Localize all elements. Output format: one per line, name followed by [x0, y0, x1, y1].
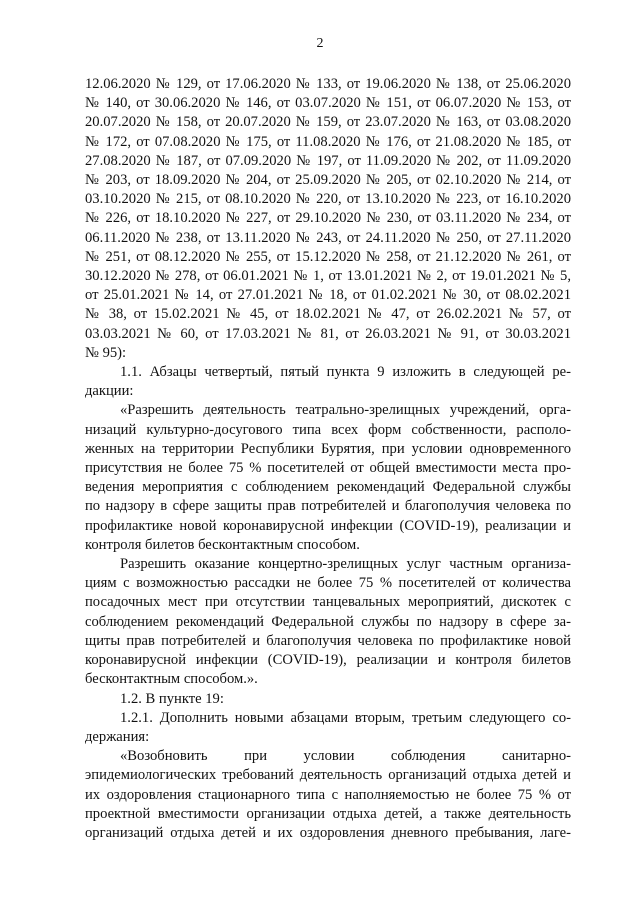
text-line: «Возобновить при условии соблюдения санитарно-	[120, 748, 571, 765]
text-line: коронавирусной инфекции (COVID-19), реализации и контроля билетов	[85, 652, 571, 669]
text-line: 03.03.2021 № 60, от 17.03.2021 № 81, от 26.03.2021 № 91, от 30.03.2021	[85, 325, 571, 342]
text-line: № 38, от 15.02.2021 № 45, от 18.02.2021 № 47, от 26.02.2021 № 57, от	[85, 306, 571, 323]
text-line: 1.1. Абзацы четвертый, пятый пункта 9 изложить в следующей ре-	[120, 364, 571, 381]
text-line: циям с возможностью рассадки не более 75 % посетителей от количества	[85, 575, 571, 592]
text-line: эпидемиологических требований деятельность организаций отдыха детей и	[85, 767, 571, 784]
text-line: посадочных мест при отсутствии танцевальных мероприятий, дискотек с	[85, 594, 571, 611]
text-line: № 95):	[85, 344, 127, 361]
text-line: держания:	[85, 728, 150, 745]
text-line: 03.10.2020 № 215, от 08.10.2020 № 220, от 13.10.2020 № 223, от 16.10.2020	[85, 191, 571, 208]
text-line: 20.07.2020 № 158, от 20.07.2020 № 159, от 23.07.2020 № 163, от 03.08.2020	[85, 114, 571, 131]
text-line: присутствия не более 75 % посетителей от общей вместимости места про-	[85, 460, 571, 477]
text-line: «Разрешить деятельность театрально-зрелищных учреждений, орга-	[120, 402, 571, 419]
text-line: профилактике новой коронавирусной инфекции (COVID-19), реализации и	[85, 517, 571, 534]
text-line: щиты прав потребителей и благополучия человека по профилактике новой	[85, 632, 571, 649]
text-line: № 203, от 18.09.2020 № 204, от 25.09.2020 № 205, от 02.10.2020 № 214, от	[85, 172, 571, 189]
document-body	[85, 75, 571, 843]
text-line: 1.2. В пункте 19:	[120, 690, 224, 707]
text-line: Разрешить оказание концертно-зрелищных услуг частным организа-	[120, 556, 571, 573]
text-line: ведения мероприятия с соблюдением рекомендаций Федеральной службы	[85, 479, 571, 496]
text-line: № 251, от 08.12.2020 № 255, от 15.12.2020 № 258, от 21.12.2020 № 261, от	[85, 248, 571, 265]
text-line: контроля билетов бесконтактным способом.	[85, 536, 360, 553]
text-line: по надзору в сфере защиты прав потребителей и благополучия человека по	[85, 498, 571, 515]
text-line: женных на территории Республики Бурятия, при условии одновременного	[85, 440, 571, 457]
text-line: их оздоровления стационарного типа с наполняемостью не более 75 % от	[85, 786, 571, 803]
page-number: 2	[316, 36, 324, 51]
text-line: дакции:	[85, 383, 134, 400]
text-line: 12.06.2020 № 129, от 17.06.2020 № 133, от 19.06.2020 № 138, от 25.06.2020	[85, 76, 571, 92]
text-line: 06.11.2020 № 238, от 13.11.2020 № 243, от 24.11.2020 № 250, от 27.11.2020	[85, 229, 571, 246]
text-line: 27.08.2020 № 187, от 07.09.2020 № 197, от 11.09.2020 № 202, от 11.09.2020	[85, 152, 571, 169]
text-line: от 25.01.2021 № 14, от 27.01.2021 № 18, от 01.02.2021 № 30, от 08.02.2021	[85, 287, 571, 304]
text-line: проектной вместимости организации отдыха детей, а также деятельность	[85, 805, 571, 822]
text-line: 1.2.1. Дополнить новыми абзацами вторым, третьим следующего со-	[120, 709, 571, 726]
text-line: соблюдением рекомендаций Федеральной службы по надзору в сфере за-	[85, 613, 571, 630]
text-line: № 226, от 18.10.2020 № 227, от 29.10.2020 № 230, от 03.11.2020 № 234, от	[85, 210, 571, 227]
text-line: организаций отдыха детей и их оздоровления дневного пребывания, лаге-	[85, 824, 571, 841]
text-line: 30.12.2020 № 278, от 06.01.2021 № 1, от 13.01.2021 № 2, от 19.01.2021 № 5,	[85, 268, 571, 285]
text-line: № 172, от 07.08.2020 № 175, от 11.08.2020 № 176, от 21.08.2020 № 185, от	[85, 133, 571, 150]
text-line: № 140, от 30.06.2020 № 146, от 03.07.2020 № 151, от 06.07.2020 № 153, от	[85, 95, 571, 112]
text-line: низаций культурно-досугового типа всех форм собственности, располо-	[85, 421, 571, 438]
text-line: бесконтактным способом.».	[85, 671, 258, 688]
